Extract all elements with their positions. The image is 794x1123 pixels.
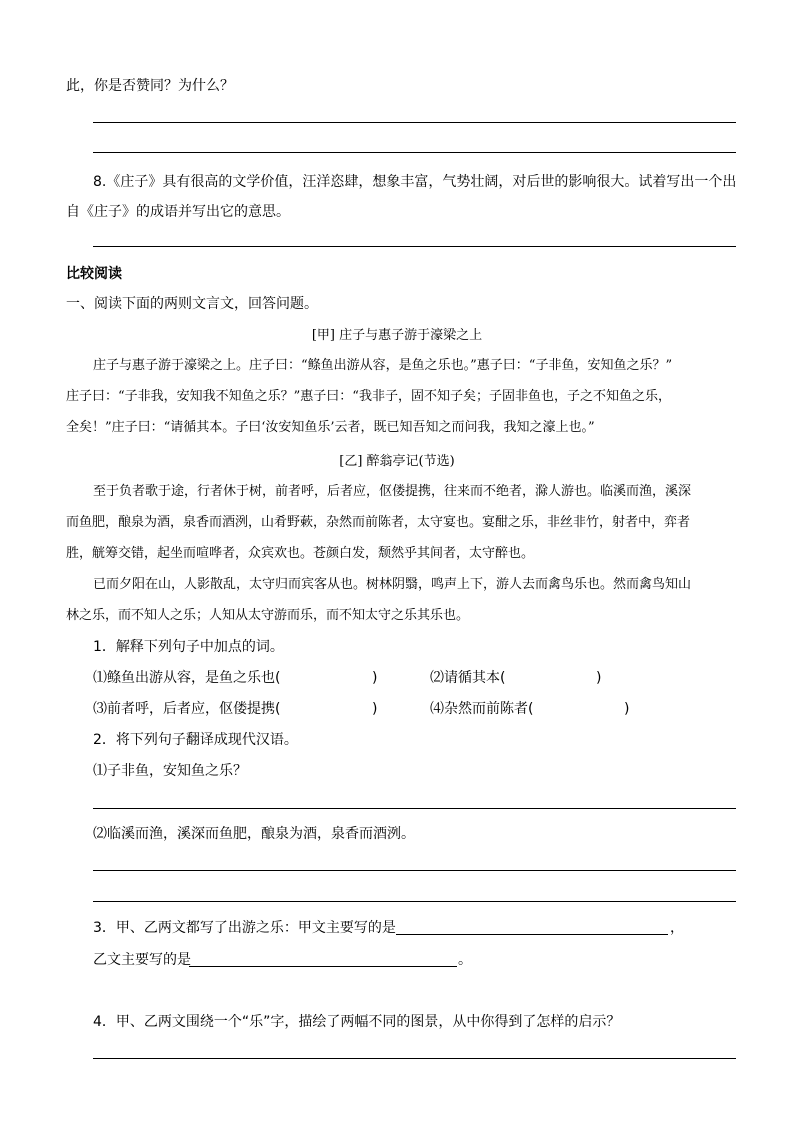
q2-sentence-1: ⑴子非鱼，安知鱼之乐？ (93, 763, 247, 779)
q2-sentence-2: ⑵临溪而渔，溪深而鱼肥，酿泉为酒，泉香而酒洌。 (93, 826, 415, 842)
text-a-line: 庄子与惠子游于濠梁之上。庄子曰：“鲦鱼出游从容，是鱼之乐也。”惠子曰：“子非鱼，安知鱼之乐？” (93, 358, 673, 373)
answer-line (93, 246, 736, 247)
question-4-prompt: 4．甲、乙两文围绕一个“乐”字，描绘了两幅不同的图景，从中你得到了怎样的启示？ (93, 1014, 621, 1030)
blank-line (396, 934, 668, 935)
answer-line (93, 122, 736, 123)
question-3-part-1: 3．甲、乙两文都写了出游之乐：甲文主要写的是 (93, 920, 396, 936)
text-a-title: [甲] 庄子与惠子游于濠梁之上 (311, 328, 483, 343)
question-2-prompt: 2．将下列句子翻译成现代汉语。 (93, 732, 298, 748)
answer-line (93, 901, 736, 902)
blank-line (189, 966, 457, 967)
answer-line (93, 808, 736, 809)
q1-item-3: ⑶前者呼，后者应，伛偻提携( (93, 701, 281, 717)
q3-period: 。 (458, 952, 472, 968)
text-a-line: 庄子曰：“子非我，安知我不知鱼之乐？”惠子曰：“我非子，固不知子矣；子固非鱼也，子之不知鱼之乐， (66, 389, 671, 404)
question-8-line-2: 自《庄子》的成语并写出它的意思。 (66, 204, 290, 220)
answer-line (93, 870, 736, 871)
q3-comma: ， (670, 920, 684, 936)
answer-line (93, 152, 736, 153)
text-b-line: 已而夕阳在山，人影散乱，太守归而宾客从也。树林阴翳，鸣声上下，游人去而禽鸟乐也。然而禽鸟知山 (93, 577, 692, 592)
question-8-line-1: 8.《庄子》具有很高的文学价值，汪洋恣肆，想象丰富，气势壮阔，对后世的影响很大。试着写出一个出 (93, 174, 737, 190)
q1-item-1: ⑴鲦鱼出游从容，是鱼之乐也( (93, 670, 281, 686)
section-title: 比较阅读 (66, 266, 122, 282)
q1-item-4: ⑷杂然而前陈者( (430, 701, 534, 717)
question-3-part-2: 乙文主要写的是 (93, 952, 191, 968)
q1-item-2: ⑵请循其本( (430, 670, 506, 686)
text-b-line: 胜，觥筹交错，起坐而喧哗者，众宾欢也。苍颜白发，颓然乎其间者，太守醉也。 (66, 546, 535, 561)
answer-line (93, 1058, 736, 1059)
q1-item-4-close: ) (624, 701, 630, 717)
q1-item-1-close: ) (372, 670, 378, 686)
q1-item-2-close: ) (596, 670, 602, 686)
text-a-line: 全矣！”庄子曰：“请循其本。子曰‘汝安知鱼乐’云者，既已知吾知之而问我，我知之濠上也。” (66, 420, 595, 435)
question-7-tail: 此，你是否赞同？为什么？ (66, 78, 234, 94)
text-b-line: 而鱼肥，酿泉为酒，泉香而酒洌，山肴野蔌，杂然而前陈者，太守宴也。宴酣之乐，非丝非竹，射者中，弈者 (66, 515, 691, 530)
part-1-intro: 一、阅读下面的两则文言文，回答问题。 (66, 296, 318, 312)
text-b-line: 至于负者歌于途，行者休于树，前者呼，后者应，伛偻提携，往来而不绝者，滁人游也。临溪而渔，溪深 (93, 484, 692, 499)
text-b-line: 林之乐，而不知人之乐；人知从太守游而乐，而不知太守之乐其乐也。 (66, 608, 470, 623)
q1-item-3-close: ) (372, 701, 378, 717)
text-b-title: [乙] 醉翁亭记(节选) (339, 454, 455, 469)
question-1-prompt: 1．解释下列句子中加点的词。 (93, 639, 284, 655)
